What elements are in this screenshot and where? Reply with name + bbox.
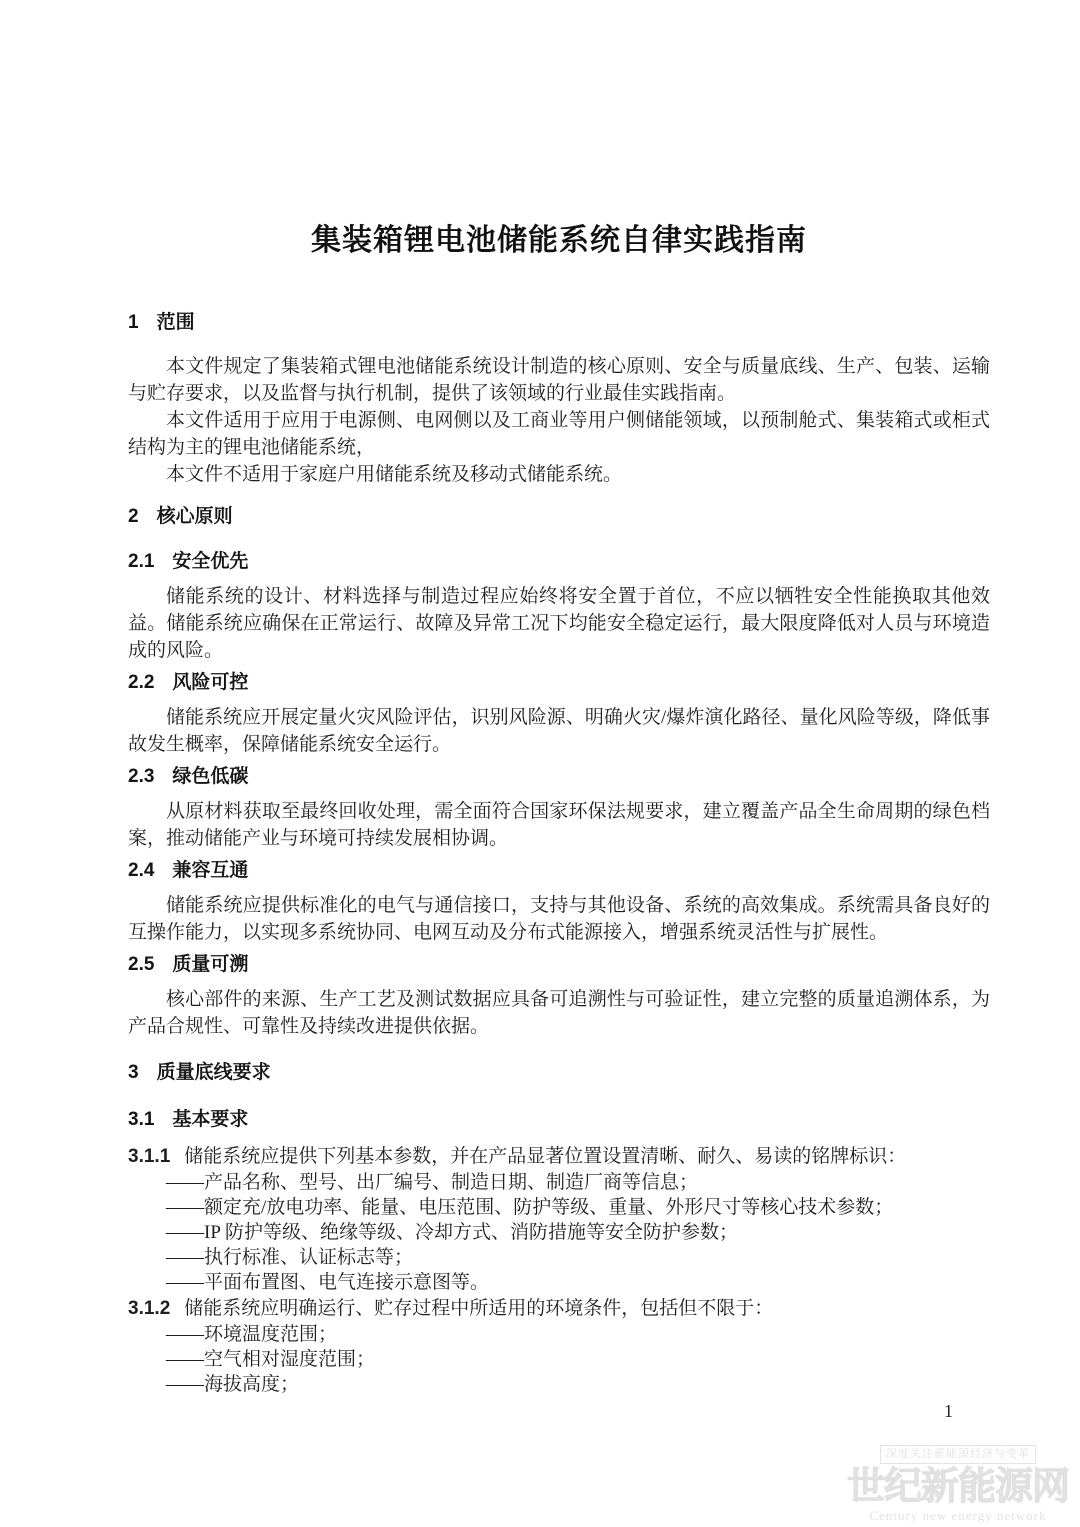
subsection-heading-basic-requirements <box>128 1109 990 1130</box>
page-number: 1 <box>944 1401 953 1421</box>
subsection-title: 绿色低碳 <box>172 766 249 787</box>
clause-text: 储能系统应明确运行、贮存过程中所适用的环境条件，包括但不限于： <box>184 1298 774 1319</box>
nameplate-parameter-list <box>128 1170 990 1295</box>
subsection-heading-quality-traceability <box>128 954 990 975</box>
clause-3-1-1 <box>128 1143 990 1170</box>
section-number: 3 <box>128 1062 139 1083</box>
list-item: ——IP 防护等级、绝缘等级、冷却方式、消防措施等安全防护参数； <box>166 1222 738 1243</box>
clause-text: 储能系统应提供下列基本参数，并在产品显著位置设置清晰、耐久、易读的铭牌标识： <box>184 1146 907 1167</box>
subsection-title: 风险可控 <box>172 672 249 693</box>
paragraph-scope-1: 本文件规定了集装箱式锂电池储能系统设计制造的核心原则、安全与质量底线、生产、包装、运输与贮存要求，以及监督与执行机制，提供了该领域的行业最佳实践指南。 <box>128 356 990 404</box>
watermark-logo-subtext: Century new energy network <box>869 1508 1047 1523</box>
paragraph-scope-3: 本文件不适用于家庭户用储能系统及移动式储能系统。 <box>166 464 623 485</box>
clause-number: 3.1.2 <box>128 1298 171 1319</box>
section-number: 2 <box>128 506 139 527</box>
subsection-title: 基本要求 <box>172 1109 249 1130</box>
list-item: ——产品名称、型号、出厂编号、制造日期、制造厂商等信息； <box>166 1172 699 1193</box>
subsection-number: 2.3 <box>128 766 155 787</box>
subsection-heading-safety-first <box>128 551 990 572</box>
section-title: 核心原则 <box>156 506 233 527</box>
paragraph-safety-first: 储能系统的设计、材料选择与制造过程应始终将安全置于首位，不应以牺牲安全性能换取其他效益。储能系统应确保在正常运行、故障及异常工况下均能安全稳定运行，最大限度降低对人员与环境造成的风险。 <box>128 586 990 661</box>
section-title: 范围 <box>156 312 195 333</box>
clause-3-1-2 <box>128 1295 990 1322</box>
subsection-number: 2.2 <box>128 672 155 693</box>
section-heading-core-principles <box>128 506 990 527</box>
list-item: ——海拔高度； <box>166 1374 300 1395</box>
watermark <box>842 1444 1074 1523</box>
subsection-heading-green-low-carbon <box>128 766 990 787</box>
subsection-number: 2.5 <box>128 954 155 975</box>
paragraph-green-low-carbon: 从原材料获取至最终回收处理，需全面符合国家环保法规要求，建立覆盖产品全生命周期的绿色档案，推动储能产业与环境可持续发展相协调。 <box>128 801 990 849</box>
subsection-heading-risk-control <box>128 672 990 693</box>
section-number: 1 <box>128 312 139 333</box>
subsection-number: 2.1 <box>128 551 155 572</box>
environment-condition-list <box>128 1322 990 1397</box>
subsection-heading-compatibility <box>128 860 990 881</box>
paragraph-scope-2: 本文件适用于应用于电源侧、电网侧以及工商业等用户侧储能领域，以预制舱式、集装箱式或柜式结构为主的锂电池储能系统， <box>128 410 990 458</box>
paragraph-risk-control: 储能系统应开展定量火灾风险评估，识别风险源、明确火灾/爆炸演化路径、量化风险等级，降低事故发生概率，保障储能系统安全运行。 <box>128 707 990 755</box>
subsection-title: 兼容互通 <box>172 860 249 881</box>
list-item: ——空气相对湿度范围； <box>166 1349 376 1370</box>
document-content <box>128 0 990 1397</box>
list-item: ——额定充/放电功率、能量、电压范围、防护等级、重量、外形尺寸等核心技术参数； <box>166 1197 894 1218</box>
list-item: ——执行标准、认证标志等； <box>166 1247 414 1268</box>
paragraph-quality-traceability: 核心部件的来源、生产工艺及测试数据应具备可追溯性与可验证性，建立完整的质量追溯体系，为产品合规性、可靠性及持续改进提供依据。 <box>128 989 990 1037</box>
subsection-title: 安全优先 <box>172 551 249 572</box>
section-title: 质量底线要求 <box>156 1062 271 1083</box>
list-item: ——平面布置图、电气连接示意图等。 <box>166 1272 490 1293</box>
watermark-logo-text: 世纪新能源网 <box>846 1466 1069 1508</box>
subsection-number: 2.4 <box>128 860 155 881</box>
watermark-slogan: 深度关注新能源经济与变革 <box>880 1445 1036 1464</box>
subsection-number: 3.1 <box>128 1109 155 1130</box>
subsection-title: 质量可溯 <box>172 954 249 975</box>
document-title: 集装箱锂电池储能系统自律实践指南 <box>311 224 807 257</box>
section-heading-quality-baseline <box>128 1062 990 1083</box>
list-item: ——环境温度范围； <box>166 1324 338 1345</box>
section-heading-scope <box>128 312 990 333</box>
paragraph-compatibility: 储能系统应提供标准化的电气与通信接口，支持与其他设备、系统的高效集成。系统需具备良好的互操作能力，以实现多系统协同、电网互动及分布式能源接入，增强系统灵活性与扩展性。 <box>128 895 990 943</box>
clause-number: 3.1.1 <box>128 1146 171 1167</box>
